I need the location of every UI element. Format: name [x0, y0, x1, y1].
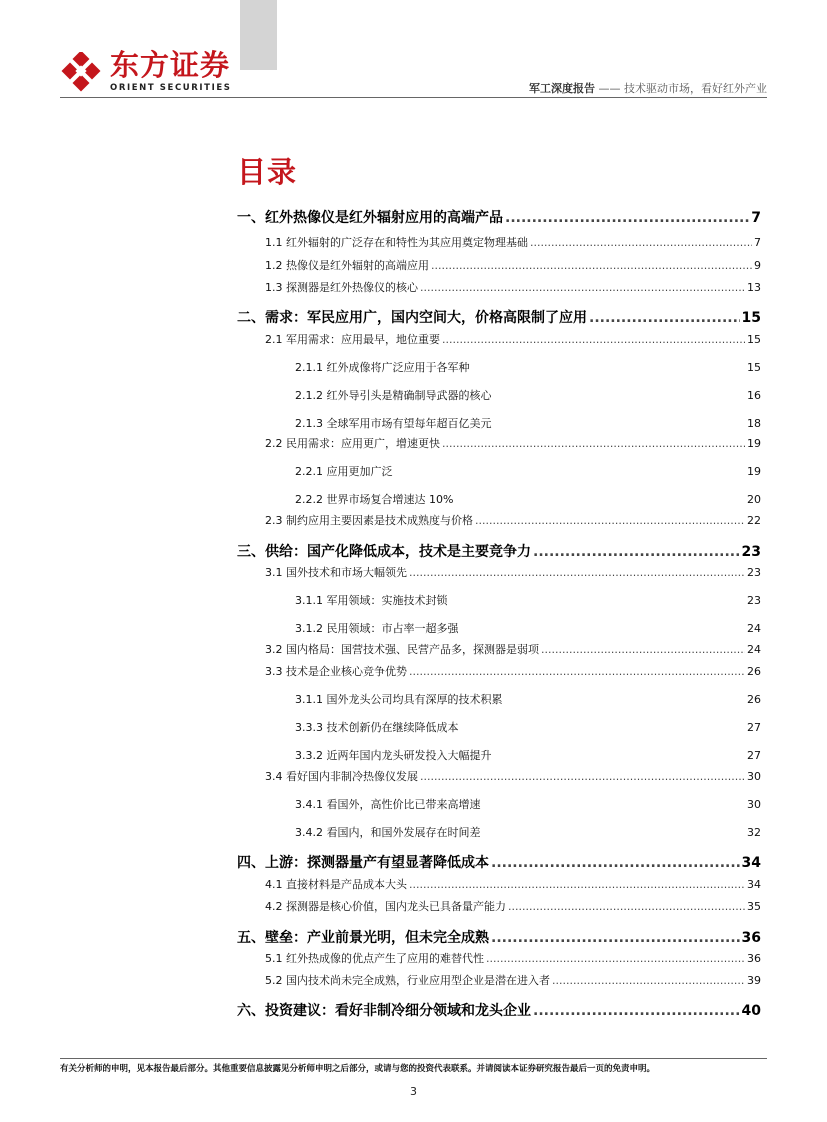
logo-text-cn: 东方证券 — [110, 48, 231, 82]
toc-entry[interactable] — [295, 491, 761, 507]
company-logo — [60, 50, 230, 96]
toc-entry-page: 24 — [747, 643, 761, 656]
toc-entry[interactable] — [295, 359, 761, 375]
toc-entry-text: 3.2 国内格局：国营技术强、民营产品多，探测器是弱项 — [265, 643, 539, 656]
toc-entry[interactable] — [265, 257, 761, 273]
toc-entry-text: 3.4.1 看国外，高性价比已带来高增速 — [295, 798, 481, 811]
toc-entry[interactable] — [237, 207, 761, 227]
toc-entry-text: 3.1.2 民用领域：市占率一超多强 — [295, 622, 459, 635]
toc-leader — [533, 1003, 740, 1019]
toc-entry-text: 3.3.2 近两年国内龙头研发投入大幅提升 — [295, 749, 492, 762]
toc-entry[interactable] — [265, 564, 761, 580]
toc-entry[interactable] — [265, 234, 761, 250]
toc-leader — [530, 236, 752, 249]
toc-leader — [533, 544, 740, 560]
toc-entry-page: 19 — [747, 465, 761, 478]
toc-entry-text: 五、壁垒：产业前景光明，但未完全成熟 — [237, 930, 489, 946]
toc-entry-text: 2.3 制约应用主要因素是技术成熟度与价格 — [265, 514, 473, 527]
toc-entry-text: 3.3 技术是企业核心竞争优势 — [265, 665, 407, 678]
toc-entry-page: 18 — [747, 417, 761, 430]
toc-entry-page: 23 — [747, 594, 761, 607]
toc-entry-page: 40 — [741, 1003, 761, 1019]
toc-entry-text: 3.1.1 军用领域：实施技术封锁 — [295, 594, 448, 607]
toc-entry[interactable] — [265, 331, 761, 347]
toc-leader — [420, 281, 745, 294]
toc-entry-text: 3.4.2 看国内，和国外发展存在时间差 — [295, 826, 481, 839]
footer-disclaimer: 有关分析师的申明，见本报告最后部分。其他重要信息披露见分析师申明之后部分，或请与您的投资代表联系。并请阅读本证券研究报告最后一页的免责申明。 — [60, 1064, 656, 1074]
footer-divider — [60, 1058, 767, 1059]
toc-leader — [491, 855, 740, 871]
toc-entry-text: 1.2 热像仪是红外辐射的高端应用 — [265, 259, 429, 272]
toc-entry-text: 一、红外热像仪是红外辐射应用的高端产品 — [237, 210, 503, 226]
toc-entry[interactable] — [295, 387, 761, 403]
toc-entry[interactable] — [265, 663, 761, 679]
toc-entry-text: 二、需求：军民应用广，国内空间大，价格高限制了应用 — [237, 310, 587, 326]
toc-leader — [552, 974, 745, 987]
toc-entry-text: 1.1 红外辐射的广泛存在和特性为其应用奠定物理基础 — [265, 236, 528, 249]
toc-entry-page: 35 — [747, 900, 761, 913]
logo-mark-icon — [60, 52, 102, 94]
logo-text-en: ORIENT SECURITIES — [110, 83, 232, 93]
toc-entry-page: 15 — [741, 310, 761, 326]
toc-entry-page: 34 — [747, 878, 761, 891]
toc-entry-text: 2.1 军用需求：应用最早，地位重要 — [265, 333, 440, 346]
toc-entry[interactable] — [265, 641, 761, 657]
toc-entry-page: 23 — [747, 566, 761, 579]
toc-entry-page: 20 — [747, 493, 761, 506]
toc-entry[interactable] — [295, 463, 761, 479]
page-number: 3 — [410, 1085, 417, 1098]
toc-entry-page: 27 — [747, 721, 761, 734]
toc-entry-text: 六、投资建议：看好非制冷细分领域和龙头企业 — [237, 1003, 531, 1019]
toc-leader — [409, 566, 745, 579]
toc-entry[interactable] — [237, 927, 761, 947]
toc-entry[interactable] — [295, 415, 761, 431]
toc-entry[interactable] — [265, 435, 761, 451]
toc-entry-text: 2.2.1 应用更加广泛 — [295, 465, 393, 478]
toc-entry[interactable] — [295, 719, 761, 735]
toc-entry[interactable] — [237, 1000, 761, 1020]
toc-entry-page: 7 — [751, 210, 761, 226]
toc-entry-text: 2.1.1 红外成像将广泛应用于各军种 — [295, 361, 470, 374]
toc-leader — [475, 514, 745, 527]
toc-entry[interactable] — [237, 307, 761, 327]
toc-entry-page: 15 — [747, 333, 761, 346]
toc-entry-page: 26 — [747, 693, 761, 706]
toc-title: 目录 — [237, 155, 298, 189]
toc-entry[interactable] — [265, 876, 761, 892]
toc-entry[interactable] — [237, 541, 761, 561]
toc-entry[interactable] — [237, 852, 761, 872]
toc-leader — [420, 770, 745, 783]
toc-entry[interactable] — [295, 747, 761, 763]
toc-entry-text: 5.2 国内技术尚未完全成熟，行业应用型企业是潜在进入者 — [265, 974, 550, 987]
toc-entry-text: 5.1 红外热成像的优点产生了应用的难替代性 — [265, 952, 484, 965]
toc-leader — [442, 333, 745, 346]
header-divider — [60, 97, 767, 98]
toc-entry-page: 36 — [741, 930, 761, 946]
toc-entry[interactable] — [295, 824, 761, 840]
toc-entry-text: 三、供给：国产化降低成本，技术是主要竞争力 — [237, 544, 531, 560]
toc-entry-text: 4.1 直接材料是产品成本大头 — [265, 878, 407, 891]
toc-entry-page: 15 — [747, 361, 761, 374]
toc-entry-text: 1.3 探测器是红外热像仪的核心 — [265, 281, 418, 294]
toc-entry-page: 30 — [747, 798, 761, 811]
toc-entry-page: 9 — [754, 259, 761, 272]
toc-entry-page: 22 — [747, 514, 761, 527]
toc-entry-text: 4.2 探测器是核心价值，国内龙头已具备量产能力 — [265, 900, 506, 913]
toc-entry[interactable] — [265, 512, 761, 528]
toc-entry[interactable] — [295, 620, 761, 636]
toc-entry[interactable] — [265, 768, 761, 784]
report-type: 军工深度报告 — [529, 82, 595, 95]
toc-leader — [442, 437, 745, 450]
toc-leader — [541, 643, 745, 656]
header-tab — [240, 0, 277, 70]
toc-entry-text: 3.1 国外技术和市场大幅领先 — [265, 566, 407, 579]
toc-entry-text: 四、上游：探测器量产有望显著降低成本 — [237, 855, 489, 871]
toc-leader — [486, 952, 745, 965]
toc-leader — [491, 930, 740, 946]
toc-entry[interactable] — [295, 592, 761, 608]
report-title: 技术驱动市场，看好红外产业 — [624, 82, 767, 95]
toc-entry-page: 16 — [747, 389, 761, 402]
toc-leader — [508, 900, 745, 913]
toc-entry[interactable] — [265, 898, 761, 914]
toc-entry-text: 2.2.2 世界市场复合增速达 10% — [295, 493, 454, 506]
toc-entry-text: 3.4 看好国内非制冷热像仪发展 — [265, 770, 418, 783]
toc-entry-text: 3.1.1 国外龙头公司均具有深厚的技术积累 — [295, 693, 503, 706]
toc-entry-text: 3.3.3 技术创新仍在继续降低成本 — [295, 721, 459, 734]
toc-entry[interactable] — [265, 279, 761, 295]
toc-entry-page: 13 — [747, 281, 761, 294]
toc-leader — [505, 210, 749, 226]
toc-leader — [409, 665, 745, 678]
toc-entry-text: 2.1.3 全球军用市场有望每年超百亿美元 — [295, 417, 492, 430]
toc-entry-page: 26 — [747, 665, 761, 678]
toc-entry[interactable] — [265, 972, 761, 988]
toc-entry-page: 23 — [741, 544, 761, 560]
toc-entry-page: 34 — [741, 855, 761, 871]
toc-entry-page: 27 — [747, 749, 761, 762]
toc-entry-text: 2.2 民用需求：应用更广，增速更快 — [265, 437, 440, 450]
toc-entry-page: 7 — [754, 236, 761, 249]
toc-entry-page: 39 — [747, 974, 761, 987]
toc-entry-page: 30 — [747, 770, 761, 783]
toc-leader — [409, 878, 745, 891]
toc-entry-page: 24 — [747, 622, 761, 635]
toc-leader — [589, 310, 740, 326]
toc-entry-page: 32 — [747, 826, 761, 839]
toc-leader — [431, 259, 752, 272]
toc-entry[interactable] — [295, 691, 761, 707]
report-header — [529, 80, 767, 96]
toc-entry-page: 36 — [747, 952, 761, 965]
toc-entry[interactable] — [265, 950, 761, 966]
toc-entry-page: 19 — [747, 437, 761, 450]
header-separator: —— — [595, 82, 624, 95]
toc-entry-text: 2.1.2 红外导引头是精确制导武器的核心 — [295, 389, 492, 402]
toc-entry[interactable] — [295, 796, 761, 812]
